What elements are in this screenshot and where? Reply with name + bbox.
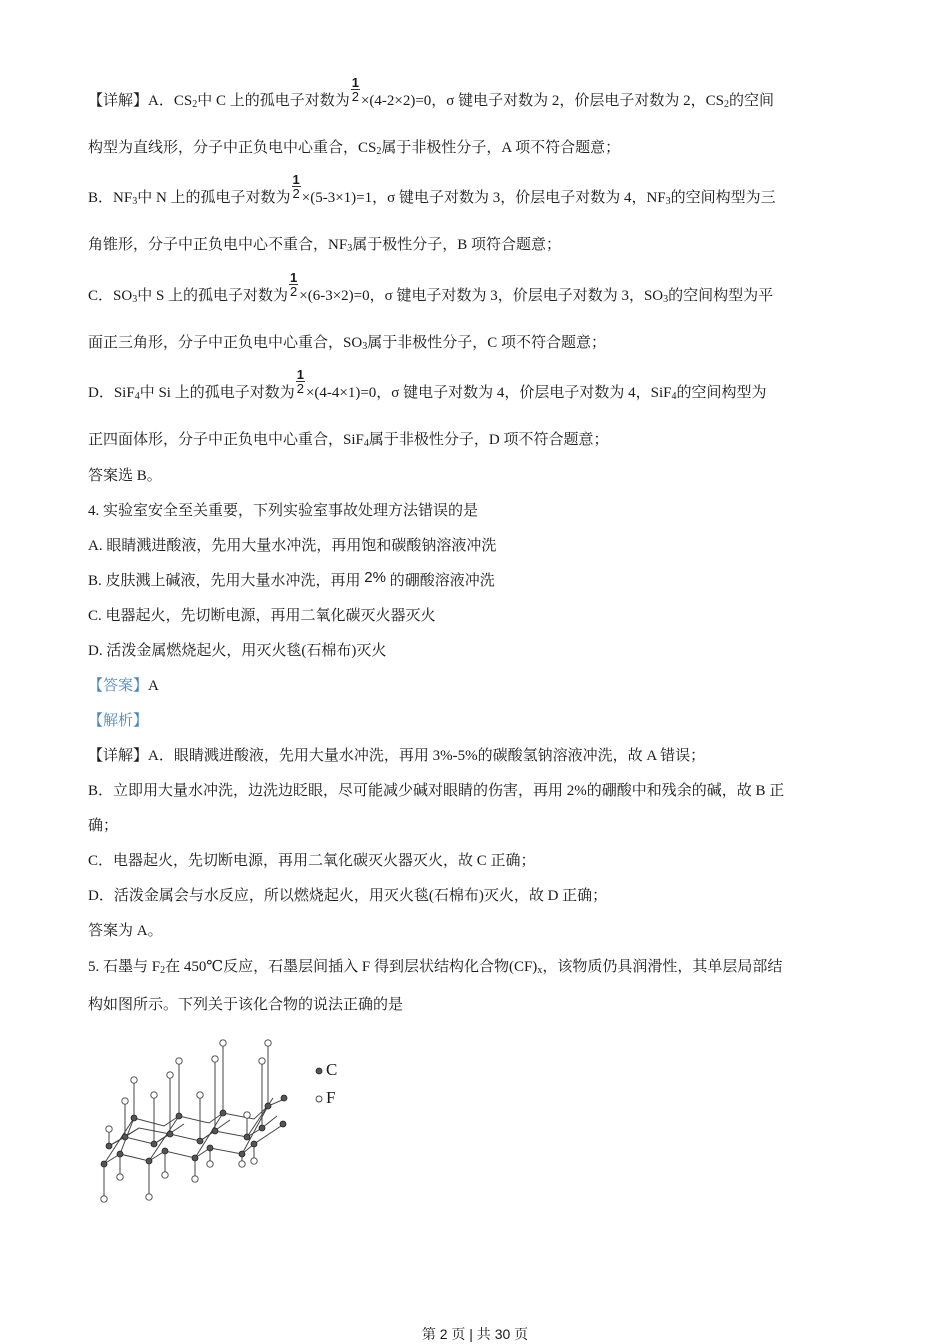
text: 在 450℃反应，石墨层间插入 F 得到层状结构化合物(CF) (165, 959, 538, 975)
q4-stem: 4. 实验室安全至关重要，下列实验室事故处理方法错误的是 (88, 503, 479, 519)
text: 构型为直线形，分子中正负电中心重合，CS (88, 140, 377, 156)
numerator: 1 (351, 75, 359, 90)
fluorine-legend-icon (316, 1096, 322, 1102)
q3-detail-a-line2 (88, 138, 620, 158)
denominator: 2 (296, 381, 304, 396)
subscript: 3 (132, 195, 138, 207)
q4-option-b (88, 571, 495, 591)
text: 中 S 上的孤电子对数为 (137, 287, 289, 304)
q4-detail-b-line1: B．立即用大量水冲洗，边洗边眨眼，尽可能减少碱对眼睛的伤害，再用 2%的硼酸中和残余的碱，故 B 正 (88, 783, 785, 799)
text: 中 Si 上的孤电子对数为 (139, 384, 295, 401)
fraction (351, 76, 360, 103)
q5-stem-line2: 构如图所示。下列关于该化合物的说法正确的是 (88, 997, 404, 1013)
subscript: 3 (665, 195, 671, 207)
text: 5. 石墨与 F (88, 959, 161, 975)
numerator: 1 (290, 270, 298, 285)
q4-conclusion: 答案为 A。 (88, 923, 163, 939)
legend-label-f: F (326, 1088, 336, 1107)
text: 【详解】A．CS (88, 92, 193, 109)
subscript: 3 (132, 293, 138, 305)
subscript: 2 (160, 965, 166, 976)
text: ×(4-2×2)=0，σ 键电子对数为 2，价层电子对数为 2，CS (360, 92, 724, 109)
text: 属于非极性分子，D 项不符合题意； (368, 432, 609, 448)
fraction (296, 368, 305, 395)
q4-detail-b-line2: 确； (88, 818, 119, 834)
cf-structure-figure (92, 1036, 362, 1211)
q4-detail-a: 【详解】A．眼睛溅进酸液，先用大量水冲洗，再用 3%-5%的碳酸氢钠溶液冲洗，故 A 错误； (88, 748, 706, 764)
text: 角锥形，分子中正负电中心不重合，NF (88, 237, 348, 253)
text: 面正三角形，分子中正负电中心重合，SO (88, 335, 363, 351)
subscript: 2 (376, 146, 382, 157)
text: C．SO (88, 287, 133, 304)
numerator: 1 (296, 367, 304, 382)
text: 中 C 上的孤电子对数为 (197, 92, 350, 109)
q3-conclusion: 答案选 B。 (88, 468, 162, 484)
text: ×(6-3×2)=0，σ 键电子对数为 3，价层电子对数为 3，SO (299, 287, 664, 304)
q3-detail-d-line1 (88, 367, 767, 407)
cf-lattice-diagram (92, 1036, 362, 1211)
numerator: 1 (292, 172, 300, 187)
q3-detail-b-line1 (88, 172, 776, 212)
subscript: 4 (671, 390, 677, 402)
subscript: 2 (724, 98, 729, 110)
q5-stem-line1 (88, 957, 782, 977)
text: 的空间构型为平 (668, 287, 774, 304)
text: 属于极性分子，B 项符合题意； (352, 237, 561, 253)
q4-detail-c: C．电器起火，先切断电源，再用二氧化碳灭火器灭火，故 C 正确； (88, 853, 536, 869)
subscript: 3 (362, 341, 368, 352)
q4-detail-d: D．活泼金属会与水反应，所以燃烧起火，用灭火毯(石棉布)灭火，故 D 正确； (88, 888, 608, 904)
q3-detail-d-line2 (88, 430, 608, 450)
q4-analysis-label: 【解析】 (88, 713, 149, 729)
text: 的空间 (729, 92, 775, 109)
denominator: 2 (292, 186, 300, 201)
text: 属于非极性分子，A 项不符合题意； (381, 140, 621, 156)
text: 中 N 上的孤电子对数为 (137, 189, 291, 206)
text: 的硼酸溶液冲洗 (389, 573, 495, 589)
denominator: 2 (351, 89, 359, 104)
q3-detail-a-line1 (88, 75, 775, 115)
text: 的空间构型为三 (670, 189, 776, 206)
q4-answer (88, 676, 159, 696)
q3-detail-c-line1 (88, 270, 774, 310)
q3-detail-b-line2 (88, 235, 561, 255)
text: ，该物质仍具润滑性，其单层局部结 (542, 959, 783, 975)
subscript: 4 (363, 438, 369, 449)
text: B. 皮肤溅上碱液，先用大量水冲洗，再用 (88, 573, 361, 589)
text: 属于非极性分子，C 项不符合题意； (367, 335, 606, 351)
answer-value: A (148, 678, 159, 694)
text: ×(5-3×1)=1，σ 键电子对数为 3，价层电子对数为 4，NF (301, 189, 666, 206)
subscript: 4 (134, 390, 140, 402)
text: ×(4-4×1)=0，σ 键电子对数为 4，价层电子对数为 4，SiF (305, 384, 672, 401)
subscript: x (537, 965, 543, 976)
q4-option-a: A. 眼睛溅进酸液，先用大量水冲洗，再用饱和碳酸钠溶液冲洗 (88, 538, 497, 554)
q4-option-d: D. 活泼金属燃烧起火，用灭火毯(石棉布)灭火 (88, 643, 387, 659)
percentage: 2% (364, 569, 386, 586)
figure-legend (316, 1068, 322, 1102)
text: D．SiF (88, 384, 135, 401)
answer-label: 【答案】 (88, 678, 149, 694)
q3-detail-c-line2 (88, 333, 606, 353)
carbon-legend-icon (316, 1068, 322, 1074)
text: B．NF (88, 189, 133, 206)
subscript: 2 (192, 98, 198, 110)
legend-label-c: C (326, 1060, 338, 1079)
denominator: 2 (290, 284, 298, 299)
fraction (292, 173, 301, 200)
subscript: 3 (663, 293, 669, 305)
q4-option-c: C. 电器起火，先切断电源，再用二氧化碳灭火器灭火 (88, 608, 436, 624)
fraction (289, 271, 298, 298)
text: 正四面体形，分子中正负电中心重合，SiF (88, 432, 364, 448)
subscript: 3 (347, 243, 353, 254)
page-footer: 第 2 页 | 共 30 页 (421, 1326, 529, 1342)
text: 的空间构型为 (676, 384, 767, 401)
